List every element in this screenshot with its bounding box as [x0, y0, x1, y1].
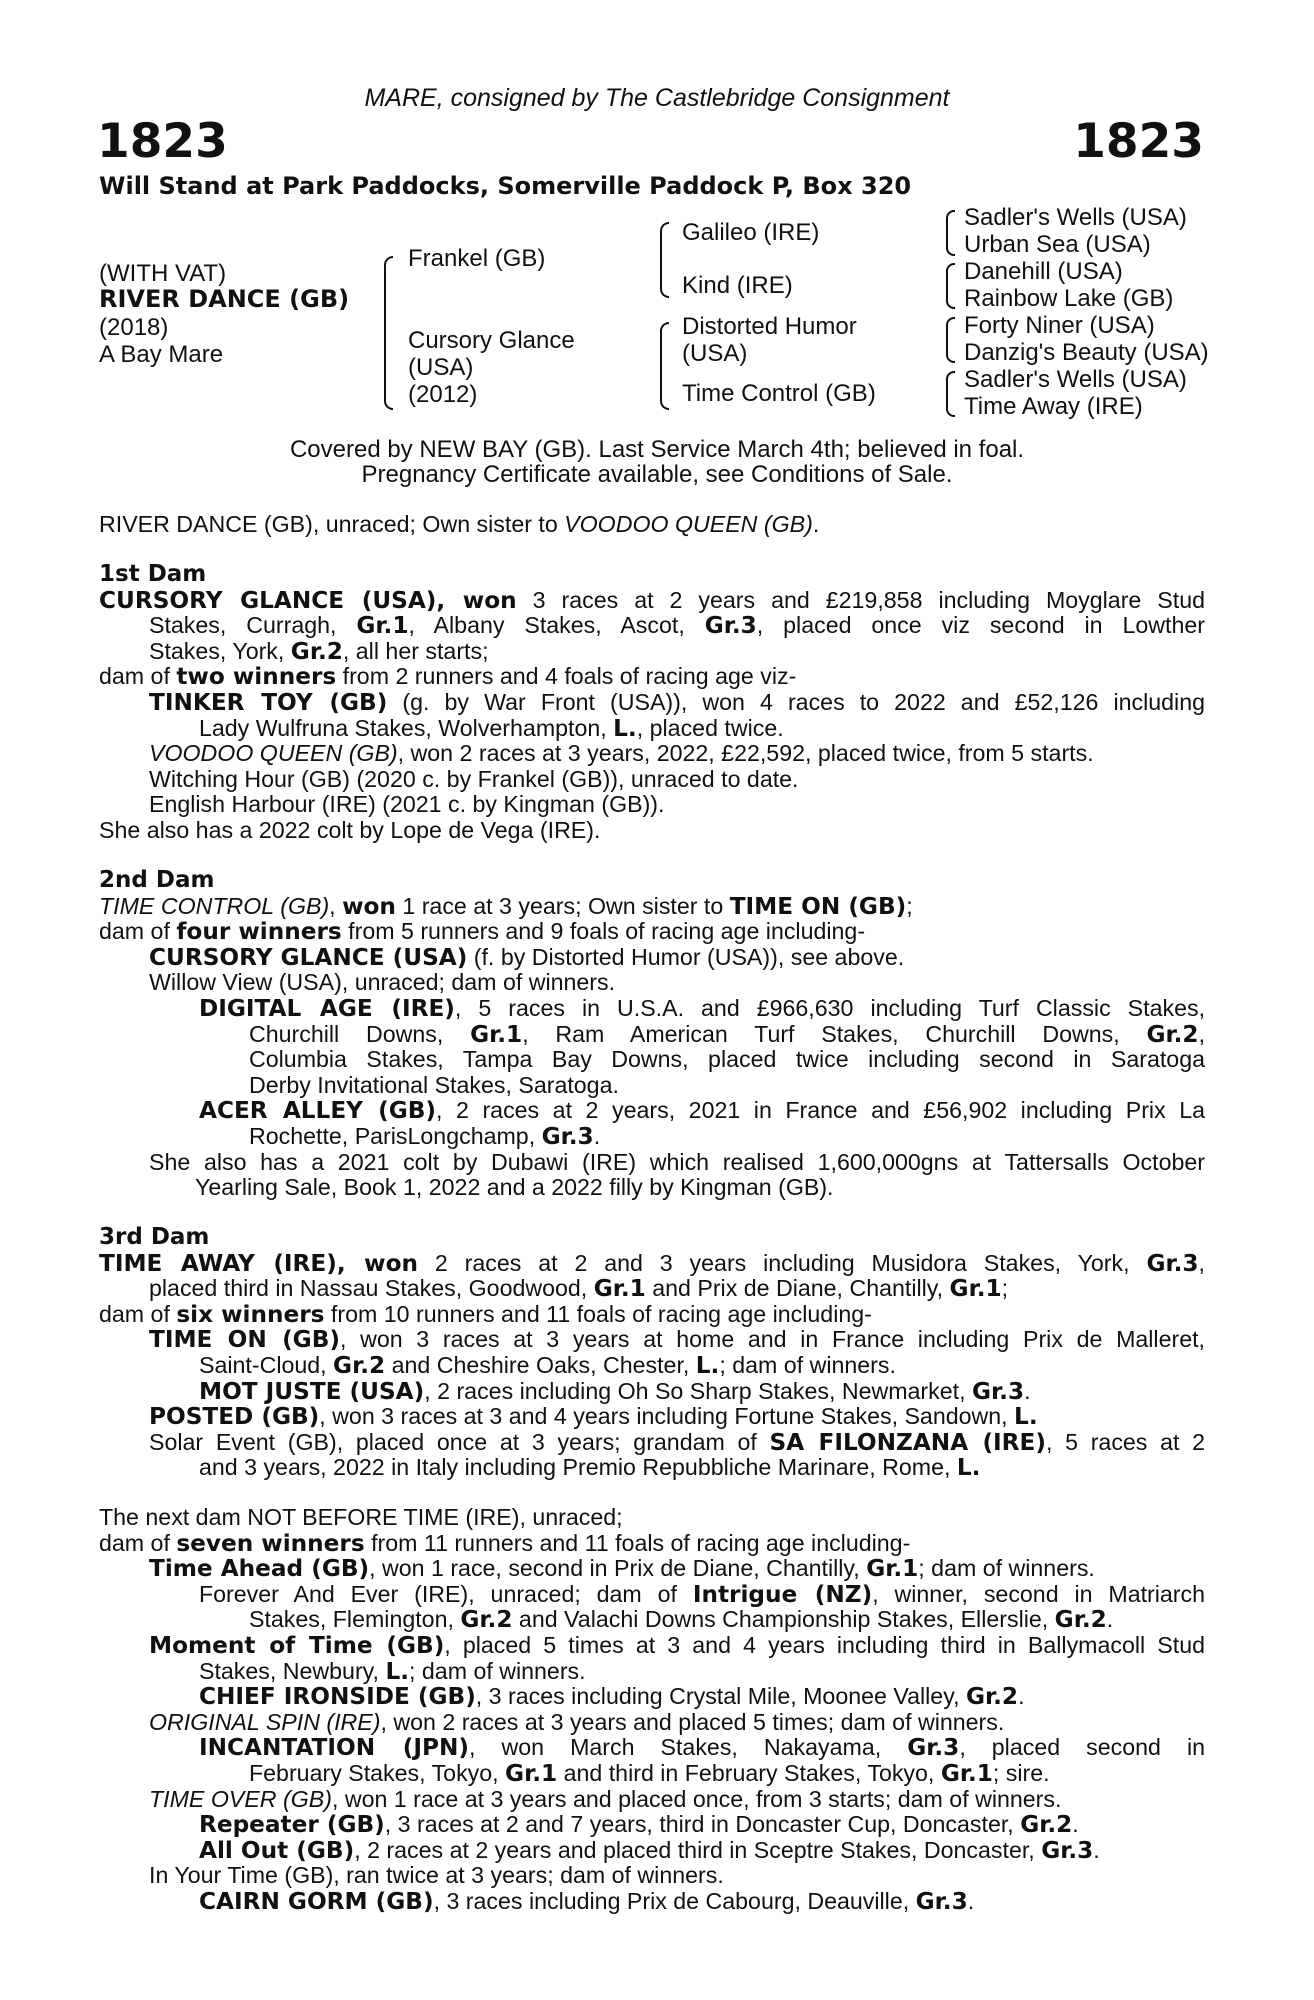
first-dam-section: 1st Dam CURSORY GLANCE (USA), won 3 races at 2 years and £219,858 including Moyglare Stud Stakes, Curragh, Gr.1, Albany Stakes, Ascot, Gr.3, placed once viz second in Lowther Stakes, York, Gr.2, all her starts; dam of two winners from 2 runners and 4 foals of racing age viz- TINKER TOY (GB) (g. by War Front (USA)), won 4 races to 2022 and £52,126 including Lady Wulfruna Stakes, Wolverhampton, L., placed twice. VOODOO QUEEN (GB), won 2 races at 3 years, 2022, £22,592, placed twice, from 5 starts. Witching Hour (GB) (2020 c. by Frankel (GB)), unraced to date. English Harbour (IRE) (2021 c. by Kingman (GB)). She also has a 2022 colt by Lope de Vega (IRE).: [99, 561, 1205, 843]
pedigree-dam-line3: (2012): [408, 381, 478, 408]
pedigree-brace-gen1: [384, 256, 393, 410]
pedigree-dsd: Danzig's Beauty (USA): [964, 339, 1209, 366]
pedigree-brace-g3d: [946, 371, 955, 417]
pedigree-sdd: Rainbow Lake (GB): [964, 285, 1174, 312]
pedigree-brace-sire: [660, 222, 669, 298]
pedigree-ssd: Urban Sea (USA): [964, 231, 1151, 258]
pedigree-dam-sire-line2: (USA): [682, 340, 748, 367]
third-dam-section: 3rd Dam TIME AWAY (IRE), won 2 races at 2 and 3 years including Musidora Stakes, York, Gr.3, placed third in Nassau Stakes, Goodwood, Gr.1 and Prix de Diane, Chantilly, Gr.1; dam of six winners from 10 runners and 11 foals of racing age including- TIME ON (GB), won 3 races at 3 years at home and in France including Prix de Malleret, Saint-Cloud, Gr.2 and Cheshire Oaks, Chester, L.; dam of winners. MOT JUSTE (USA), 2 races including Oh So Sharp Stakes, Newmarket, Gr.3. POSTED (GB), won 3 races at 3 and 4 years including Fortune Stakes, Sandown, L. Solar Event (GB), placed once at 3 years; grandam of SA FILONZANA (IRE), 5 races at 2 and 3 years, 2022 in Italy including Premio Repubbliche Marinare, Rome, L.: [99, 1224, 1206, 1482]
horse-name: RIVER DANCE (GB): [99, 285, 350, 313]
pedigree-sire: Frankel (GB): [408, 245, 546, 272]
pedigree-brace-g3a: [946, 210, 955, 256]
pedigree-brace-dam: [660, 322, 669, 410]
pedigree-sds: Danehill (USA): [964, 258, 1123, 285]
pedigree-brace-g3b: [946, 263, 955, 309]
pedigree-dam-line2: (USA): [408, 354, 474, 381]
pedigree-sire-sire: Galileo (IRE): [682, 219, 820, 246]
lot-number-right: 1823: [1073, 114, 1204, 169]
pedigree-dss: Forty Niner (USA): [964, 312, 1155, 339]
pedigree-dam-dam: Time Control (GB): [682, 380, 876, 407]
pedigree-ddd: Time Away (IRE): [964, 393, 1143, 420]
lot-number-left: 1823: [97, 114, 228, 169]
first-dam-heading: 1st Dam: [99, 561, 207, 587]
covering-line2: Pregnancy Certificate available, see Conditions of Sale.: [361, 461, 953, 488]
pedigree-dds: Sadler's Wells (USA): [964, 366, 1187, 393]
covering-line1: Covered by NEW BAY (GB). Last Service March 4th; believed in foal.: [289, 436, 1025, 463]
next-dam-section: The next dam NOT BEFORE TIME (IRE), unraced; dam of seven winners from 11 runners and 11 foals of racing age including- Time Ahead (GB), won 1 race, second in Prix de Diane, Chantilly, Gr.1; dam of winners. Forever And Ever (IRE), unraced; dam of Intrigue (NZ), winner, second in Matriarch Stakes, Flemington, Gr.2 and Valachi Downs Championship Stakes, Ellerslie, Gr.2. Moment of Time (GB), placed 5 times at 3 and 4 years including third in Ballymacoll Stud Stakes, Newbury, L.; dam of winners. CHIEF IRONSIDE (GB), 3 races including Crystal Mile, Moonee Valley, Gr.2. ORIGINAL SPIN (IRE), won 2 races at 3 years and placed 5 times; dam of winners. INCANTATION (JPN), won March Stakes, Nakayama, Gr.3, placed second in February Stakes, Tokyo, Gr.1 and third in February Stakes, Tokyo, Gr.1; sire. TIME OVER (GB), won 1 race at 3 years and placed once, from 3 starts; dam of winners. Repeater (GB), 3 races at 2 and 7 years, third in Doncaster Cup, Doncaster, Gr.2. All Out (GB), 2 races at 2 years and placed third in Sceptre Stakes, Doncaster, Gr.3. In Your Time (GB), ran twice at 3 years; dam of winners. CAIRN GORM (GB), 3 races including Prix de Cabourg, Deauville, Gr.3.: [99, 1504, 1206, 1915]
pedigree-dam-line1: Cursory Glance: [408, 327, 575, 354]
horse-year: (2018): [99, 314, 169, 341]
horse-vat: (WITH VAT): [99, 260, 227, 287]
horse-description: A Bay Mare: [99, 341, 224, 368]
sister-name: VOODOO QUEEN (GB): [564, 511, 813, 537]
second-dam-section: 2nd Dam TIME CONTROL (GB), won 1 race at 3 years; Own sister to TIME ON (GB); dam of four winners from 5 runners and 9 foals of racing age including- CURSORY GLANCE (USA) (f. by Distorted Humor (USA)), see above. Willow View (USA), unraced; dam of winners. DIGITAL AGE (IRE), 5 races in U.S.A. and £966,630 including Turf Classic Stakes, Churchill Downs, Gr.1, Ram American Turf Stakes, Churchill Downs, Gr.2, Columbia Stakes, Tampa Bay Downs, placed twice including second in Saratoga Derby Invitational Stakes, Saratoga. ACER ALLEY (GB), 2 races at 2 years, 2021 in France and £56,902 including Prix La Rochette, ParisLongchamp, Gr.3. She also has a 2021 colt by Dubawi (IRE) which realised 1,600,000gns at Tattersalls October Yearling Sale, Book 1, 2022 and a 2022 filly by Kingman (GB).: [99, 867, 1206, 1201]
pedigree-sire-dam: Kind (IRE): [682, 272, 793, 299]
pedigree-dam-sire-line1: Distorted Humor: [682, 313, 857, 340]
pedigree-sss: Sadler's Wells (USA): [964, 204, 1187, 231]
intro-line: RIVER DANCE (GB), unraced; Own sister to VOODOO QUEEN (GB).: [99, 511, 820, 537]
second-dam-heading: 2nd Dam: [99, 867, 215, 893]
stand-location: Will Stand at Park Paddocks, Somerville Paddock P, Box 320: [99, 172, 912, 200]
consignment-line: MARE, consigned by The Castlebridge Consignment: [364, 84, 950, 112]
pedigree-brace-g3c: [946, 317, 955, 363]
third-dam-heading: 3rd Dam: [99, 1224, 210, 1250]
